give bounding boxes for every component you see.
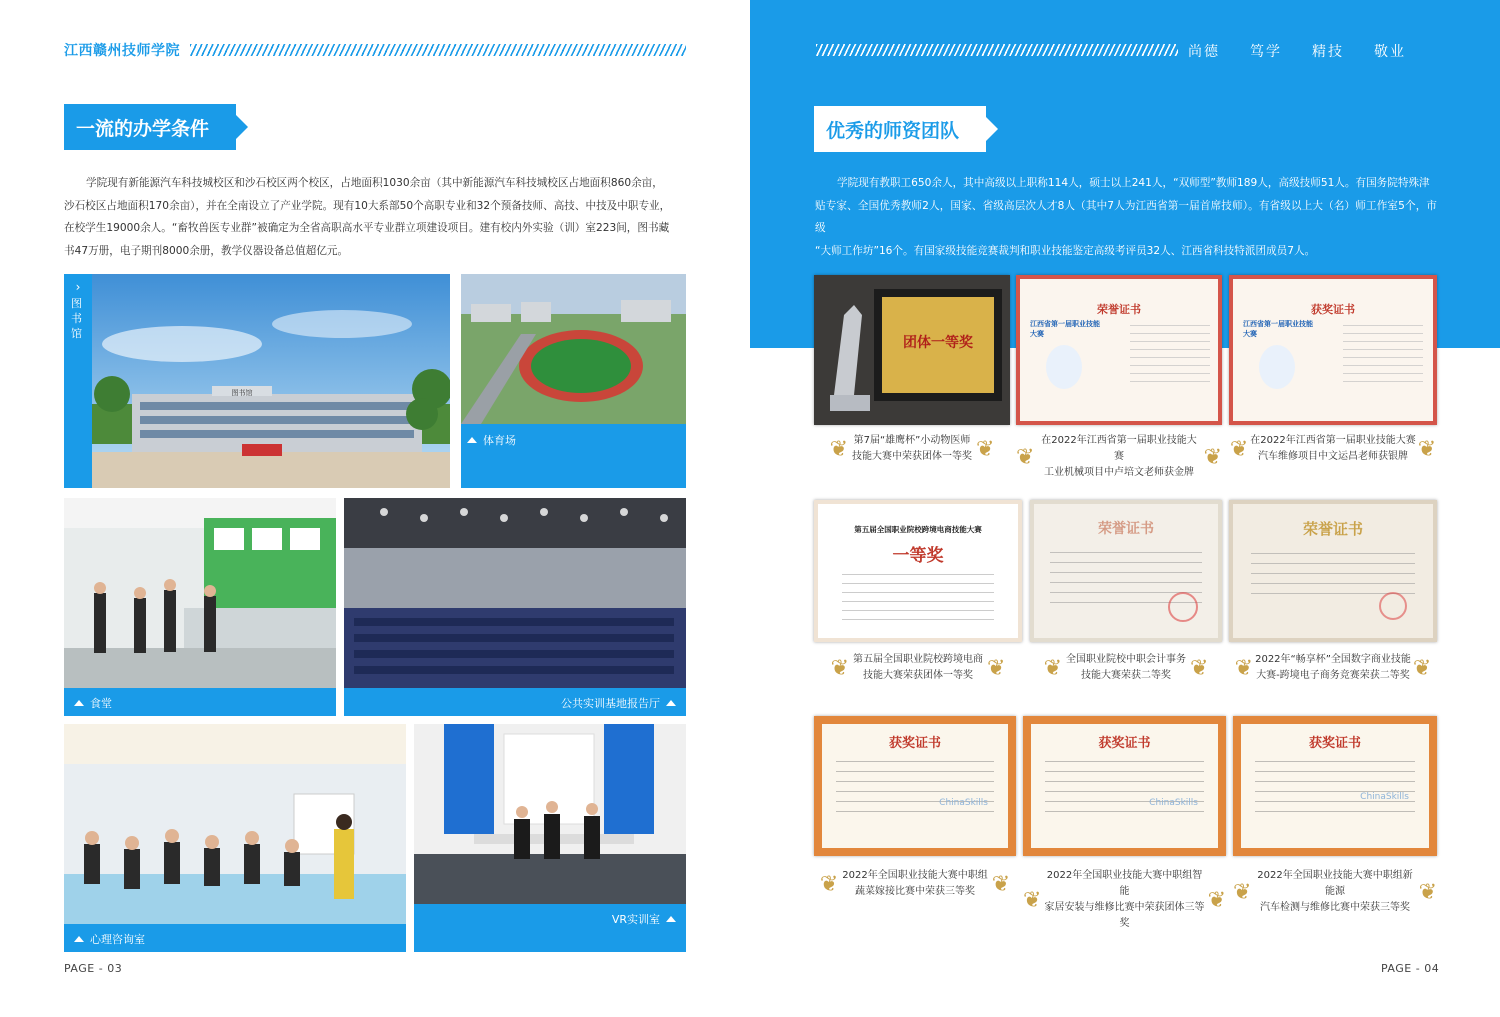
cert-caption-block: [814, 868, 1016, 900]
header-hatch-left: [190, 44, 686, 56]
cert-title: 一等奖: [892, 546, 944, 566]
certificate-card: [1023, 716, 1226, 856]
section-title-text: 优秀的师资团队: [826, 119, 960, 142]
canteen-label-strip: [64, 688, 336, 716]
auditorium-caption: [344, 688, 686, 718]
facilities-paragraph: [64, 172, 686, 262]
cert-title: 获奖证书: [1308, 736, 1361, 751]
school-name: 江西赣州技师学院: [64, 43, 180, 59]
chevron-up-icon: [467, 437, 477, 443]
paragraph-line: 学院现有新能源汽车科技城校区和沙石校区两个校区，占地面积1030余亩（其中新能源汽车科技城校区占地面积860余亩，: [86, 177, 663, 189]
chevron-right-icon: ›: [75, 280, 81, 294]
cert-title: 获奖证书: [1311, 303, 1355, 316]
cert-text-lines: [1045, 761, 1204, 821]
laurel-right-icon: ❦: [1207, 887, 1226, 913]
motto-word: 敬业: [1374, 44, 1406, 60]
laurel-left-icon: ❦: [1043, 655, 1062, 681]
vr-lab-label: VR实训室: [611, 913, 660, 926]
auditorium-label-strip: [344, 688, 686, 716]
cert-display-text: 团体一等奖: [903, 335, 973, 351]
cert-caption-block: [1233, 868, 1437, 916]
cert-title: 获奖证书: [888, 736, 941, 751]
section-title-faculty: [814, 106, 986, 152]
laurel-right-icon: ❦: [1418, 879, 1437, 905]
cert-caption-block: [814, 652, 1022, 684]
cert-caption: 2022年全国职业技能大赛中职组新能源 汽车检测与维修比赛中荣获三等奖: [1257, 870, 1413, 913]
cert-title: 荣誉证书: [1098, 521, 1154, 537]
mascot-image: [1259, 345, 1295, 389]
paragraph-line: 在校学生19000余人。“畜牧兽医专业群”被确定为全省高职高水平专业群立项建设项目。建有校内外实验（训）室223间，图书藏: [64, 222, 670, 234]
faculty-paragraph: [815, 172, 1437, 262]
counseling-label: 心理咨询室: [90, 933, 145, 946]
seal-stamp: [1379, 592, 1407, 620]
chevron-up-icon: [666, 700, 676, 706]
cert-text-lines: [1130, 325, 1210, 385]
cert-caption: 全国职业院校中职会计事务 技能大赛荣获二等奖: [1066, 654, 1186, 681]
certificate-card: [1229, 500, 1437, 642]
certificate-card: [1233, 716, 1437, 856]
laurel-left-icon: ❦: [829, 436, 848, 462]
chinaskills-watermark: ChinaSkills: [1360, 792, 1409, 802]
cert-caption: 2022年全国职业技能大赛中职组 蔬菜嫁接比赛中荣获三等奖: [842, 870, 988, 897]
laurel-left-icon: ❦: [1233, 879, 1252, 905]
laurel-right-icon: ❦: [991, 871, 1011, 897]
laurel-left-icon: ❦: [1023, 887, 1042, 913]
canteen-photo: [64, 498, 336, 688]
page-number-right: PAGE - 04: [1381, 962, 1440, 975]
chevron-up-icon: [74, 700, 84, 706]
counseling-photo: [64, 724, 406, 924]
chinaskills-watermark: ChinaSkills: [1149, 798, 1198, 808]
auditorium-photo: [344, 498, 686, 688]
cert-caption: 第7届“雄鹰杯”小动物医师 技能大赛中荣获团体一等奖: [852, 435, 972, 462]
stadium-label-strip: [461, 424, 686, 488]
cert-text-lines: [1343, 325, 1423, 385]
canteen-caption: [64, 688, 336, 718]
certificate-card: [814, 500, 1022, 642]
cert-caption: 在2022年江西省第一届职业技能大赛 汽车维修项目中文运昌老师获银牌: [1250, 435, 1416, 462]
laurel-right-icon: ❦: [1203, 444, 1222, 470]
cert-caption-block: [1023, 868, 1226, 932]
auditorium-label: 公共实训基地报告厅: [561, 697, 660, 710]
laurel-right-icon: ❦: [1190, 655, 1209, 681]
motto-word: 精技: [1312, 44, 1344, 60]
cert-title: 荣誉证书: [1097, 303, 1141, 316]
counseling-caption: [64, 924, 406, 954]
library-photo: [92, 274, 450, 488]
cert-caption-block: [1016, 433, 1222, 481]
cert-caption-block: [814, 433, 1010, 465]
section-title-text: 一流的办学条件: [76, 117, 210, 140]
paragraph-line: 书47万册，电子期刊8000余册，教学仪器设备总值超亿元。: [64, 244, 349, 257]
laurel-right-icon: ❦: [1417, 436, 1437, 462]
cert-caption: 2022年全国职业技能大赛中职组智能 家居安装与维修比赛中荣获团体三等奖: [1044, 870, 1205, 929]
chevron-up-icon: [74, 936, 84, 942]
stadium-photo: [461, 274, 686, 424]
laurel-right-icon: ❦: [1412, 655, 1432, 681]
library-label: 图书馆: [71, 297, 82, 340]
cert-title: 获奖证书: [1098, 736, 1151, 751]
cert-caption: 在2022年江西省第一届职业技能大赛 工业机械项目中卢培文老师获金牌: [1041, 435, 1197, 478]
certificate-card: [1030, 500, 1222, 642]
laurel-right-icon: ❦: [987, 655, 1006, 681]
stadium-label: 体育场: [483, 434, 516, 447]
motto-word: 尚德: [1188, 44, 1220, 60]
certificate-card: [814, 716, 1016, 856]
vr-lab-caption: [414, 904, 686, 934]
library-building-sign: 图书馆: [231, 389, 253, 397]
paragraph-line: 沙石校区占地面积170余亩），并在全南设立了产业学院。现有10大系部50个高职专业和32个预备技师、高技、中技及中职专业，: [64, 199, 671, 212]
laurel-left-icon: ❦: [830, 655, 849, 681]
page-number-left: PAGE - 03: [64, 962, 123, 975]
cert-text-lines: [836, 761, 994, 821]
cert-subtitle: 第五届全国职业院校跨境电商技能大赛: [854, 525, 982, 534]
vr-lab-label-strip: [414, 904, 686, 952]
cert-caption: 第五届全国职业院校跨境电商 技能大赛荣获团体一等奖: [853, 654, 983, 681]
laurel-left-icon: ❦: [1016, 444, 1035, 470]
cert-caption-block: [1229, 433, 1437, 465]
cert-caption-block: [1229, 652, 1437, 684]
laurel-right-icon: ❦: [976, 436, 995, 462]
chinaskills-watermark: ChinaSkills: [939, 798, 988, 808]
stadium-caption: [461, 424, 686, 456]
mascot-image: [1046, 345, 1082, 389]
certificate-card: [1229, 275, 1437, 425]
chevron-up-icon: [666, 916, 676, 922]
cert-caption-block: [1030, 652, 1222, 684]
trophy-award-photo: [814, 275, 1010, 425]
vr-lab-photo: [414, 724, 686, 904]
cert-subtitle: 江西省第一届职业技能大赛: [1030, 320, 1100, 338]
paragraph-line: “大师工作坊”16个。有国家级技能竞赛裁判和职业技能鉴定高级考评员32人、江西省科技特派团成员7人。: [815, 244, 1316, 257]
seal-stamp: [1168, 592, 1198, 622]
cert-subtitle: 江西省第一届职业技能大赛: [1243, 320, 1313, 338]
motto-word: 笃学: [1250, 44, 1282, 60]
counseling-label-strip: [64, 924, 406, 952]
header-hatch-right: [816, 44, 1178, 56]
paragraph-line: 贴专家、全国优秀教师2人，国家、省级高层次人才8人（其中7人为江西省第一届首席技师）。有省级以上大（名）师工作室5个，市级: [815, 199, 1437, 234]
laurel-left-icon: ❦: [819, 871, 839, 897]
cert-title: 荣誉证书: [1302, 520, 1363, 538]
paragraph-line: 学院现有教职工650余人，其中高级以上职称114人，硕士以上241人，“双师型”教师189人，高级技师51人。有国务院特殊津: [837, 177, 1430, 189]
cert-text-lines: [1255, 761, 1415, 821]
library-label-strip: [64, 274, 92, 488]
section-title-facilities: [64, 104, 236, 150]
laurel-left-icon: ❦: [1229, 436, 1249, 462]
cert-caption: 2022年“畅享杯”全国数字商业技能 大赛-跨境电子商务竞赛荣获二等奖: [1255, 654, 1411, 681]
certificate-card: [1016, 275, 1222, 425]
laurel-left-icon: ❦: [1234, 655, 1254, 681]
canteen-label: 食堂: [90, 697, 112, 710]
school-motto: [1188, 41, 1406, 61]
cert-text-lines: [842, 574, 994, 624]
